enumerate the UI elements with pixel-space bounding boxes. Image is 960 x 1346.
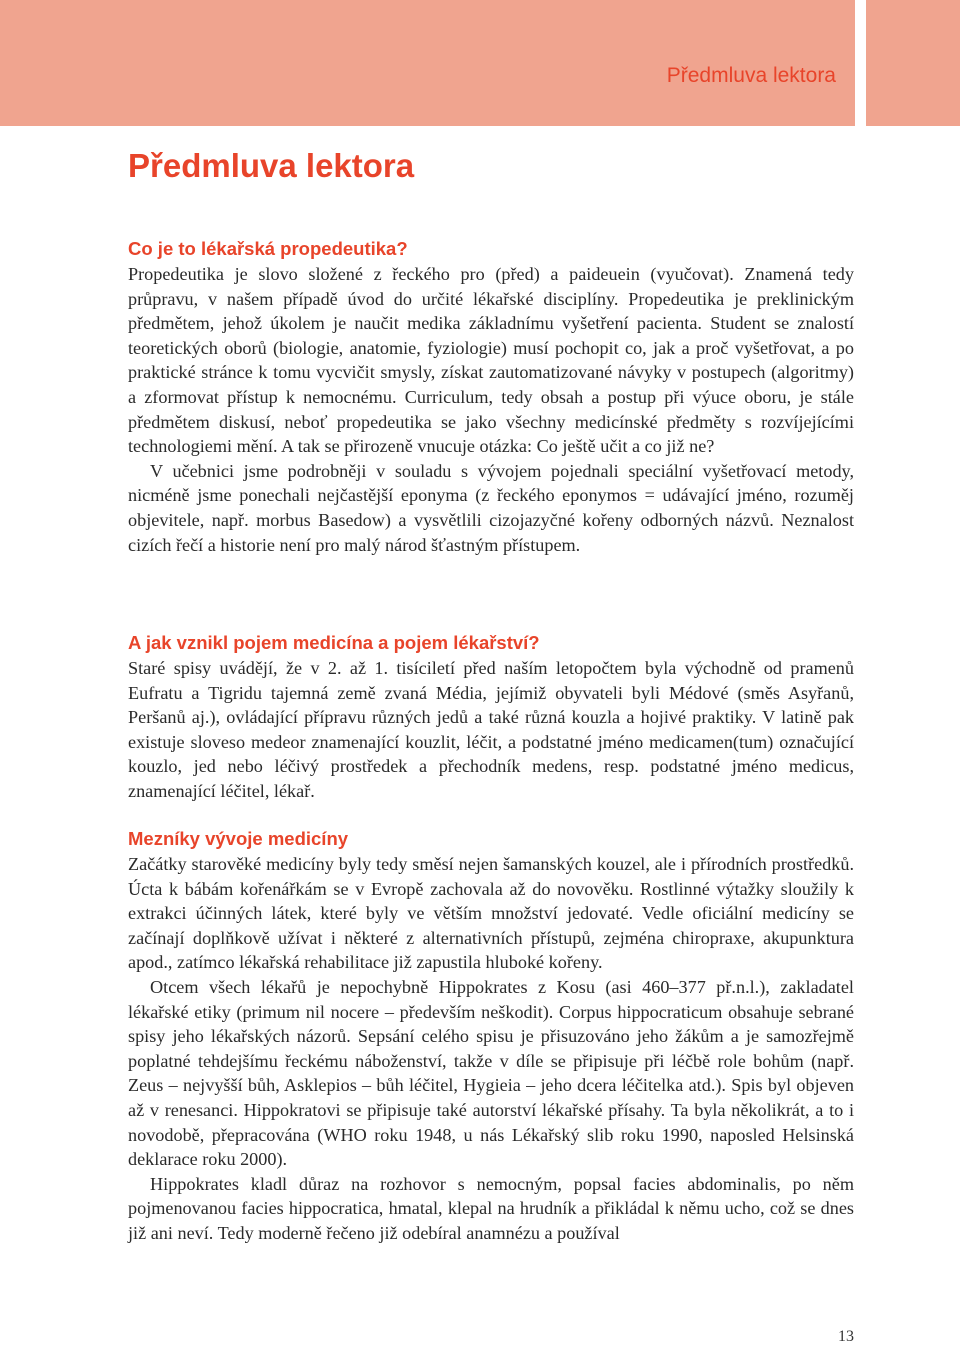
section-heading: Mezníky vývoje medicíny — [128, 828, 349, 849]
running-title: Předmluva lektora — [666, 64, 836, 87]
paragraph: Hippokrates kladl důraz na rozhovor s nemocným, popsal facies abdominalis, po něm pojmenovanou facies hippocratica, hmatal, klepal na hrudník a přikládal k němu ucho, což se dnes již ani neví. Tedy moderně řečeno již odebíral anamnézu a používal — [128, 1173, 854, 1243]
section-propedeutics — [128, 236, 854, 557]
paragraph: Otcem všech lékařů je nepochybně Hippokrates z Kosu (asi 460–377 př.n.l.), zakladatel lékařské etiky (primum nil nocere – především neškodit). Corpus hippocraticum obsahuje sebrané spisy jeho lékařských názorů. Sepsání celého spisu je přisuzováno jeho žákům a je samozřejmě poplatné tehdejšímu řeckému náboženství, takže v díle se připisuje při léčbě role bohům (např. Zeus – nejvyšší bůh, Asklepios – bůh léčitel, Hygieia – jeho dcera léčitelka atd.). Spis byl objeven až v renesanci. Hippokratovi se připisuje také autorství lékařské přísahy. Ta byla několikrát, a to i novodobě, přepracována (WHO roku 1948, u nás Lékařský slib roku 1990, naposled Helsinská deklarace roku 2000). — [128, 976, 854, 1170]
header-tab — [866, 0, 960, 126]
header-band — [0, 0, 855, 126]
page-number: 13 — [838, 1328, 854, 1345]
paragraph: Propedeutika je slovo složené z řeckého pro (před) a paideuein (vyučovat). Znamená tedy průpravu, v našem případě úvod do určité lékařské disciplíny. Propedeutika je preklinickým předmětem, jehož úkolem je naučit medika základnímu vyšetření pacienta. Student se znalostí teoretických oborů (biologie, anatomie, fyziologie) musí pochopit co, jak a proč vyšetřovat, a po praktické stránce k tomu vycvičit smysly, získat zautomatizované návyky v postupech (algoritmy) a zformovat přístup k nemocnému. Curriculum, tedy obsah a postup při výuce oboru, je stále předmětem diskusí, neboť propedeutika se jako všechny medicínské předměty s rozvíjejícími technologiemi mění. A tak se přirozeně vnucuje otázka: Co ještě učit a co již ne? — [128, 264, 854, 457]
section-origin-of-terms — [128, 630, 854, 804]
section-heading: Co je to lékařská propedeutika? — [128, 238, 408, 259]
page-title: Předmluva lektora — [128, 147, 415, 184]
paragraph: V učebnici jsme podrobněji v souladu s vývojem pojednali speciální vyšetřovací metody, nicméně jsme ponechali nejčastější eponyma (z řeckého eponymos = udávající jméno, rozuměj objevitele, např. morbus Basedow) a vysvětlili cizojazyčné kořeny odborných názvů. Neznalost cizích řečí a historie není pro malý národ šťastným přístupem. — [128, 460, 854, 555]
section-heading: A jak vznikl pojem medicína a pojem lékařství? — [128, 632, 540, 653]
paragraph: Začátky starověké medicíny byly tedy směsí nejen šamanských kouzel, ale i přírodních prostředků. Úcta k bábám kořenářkám se v Evropě zachovala až do novověku. Rostlinné výtažky sloužily k extrakci účinných látek, které byly ve větším množství jedovaté. Vedle oficiální medicíny se začínají doplňkově užívat i některé z alternativních přístupů, zejména chiropraxe, akupunktura apod., zatímco lékařská rehabilitace již zapustila hluboké kořeny. — [128, 854, 854, 973]
paragraph: Staré spisy uvádějí, že v 2. až 1. tisíciletí před naším letopočtem byla východně od pramenů Eufratu a Tigridu tajemná země zvaná Média, jejímiž obyvateli byli Médové (směs Asyřanů, Peršanů aj.), ovládající přípravu různých jedů a také různá kouzla a hojivé praktiky. V latině pak existuje sloveso medeor znamenající kouzlit, léčit, a podstatné jméno medicamen(tum) označující kouzlo, jed nebo léčivý prostředek a přechodník medens, resp. podstatné jméno medicus, znamenající léčitel, lékař. — [128, 658, 854, 801]
section-milestones — [128, 826, 854, 1246]
